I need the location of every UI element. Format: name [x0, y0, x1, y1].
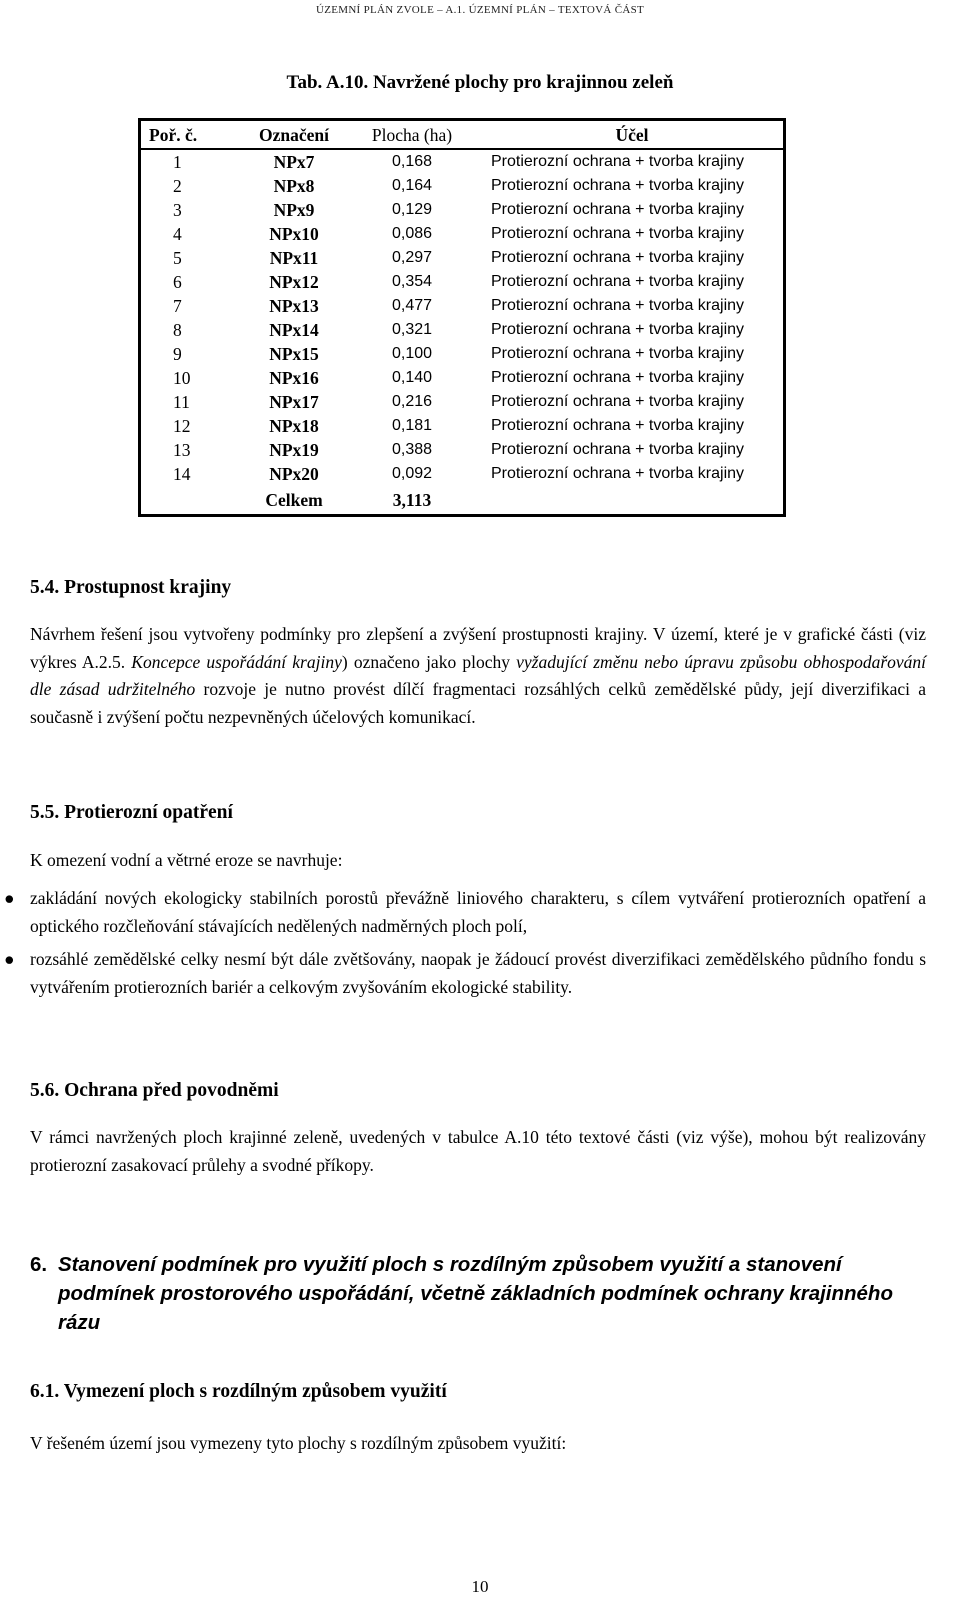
cell-area: 0,086: [391, 225, 433, 242]
cell-purpose: Protierozní ochrana + tvorba krajiny: [491, 369, 745, 386]
list-item: ● rozsáhlé zemědělské celky nesmí být dále zvětšovány, naopak je žádoucí provést diverzifikaci zemědělského půdního fondu s vytvářením protierozních bariér a celkovým zvyšováním ekologické stability.: [30, 946, 926, 1001]
table-row: [140, 318, 785, 342]
running-header: ÚZEMNÍ PLÁN ZVOLE – A.1. ÚZEMNÍ PLÁN – TEXTOVÁ ČÁST: [315, 4, 645, 16]
section-5-4-paragraph: Návrhem řešení jsou vytvořeny podmínky pro zlepšení a zvýšení prostupnosti krajiny. V území, které je v grafické části (viz výkres A.2.5. Koncepce uspořádání krajiny) označeno jako plochy vyžadující změnu nebo úpravu způsobu obhospodařování dle zásad udržitelného rozvoje je nutno provést dílčí fragmentaci rozsáhlých celků zemědělské půdy, její diverzifikaci a současně i zvýšení počtu nezpevněných účelových komunikací.: [30, 624, 927, 727]
table-header-row: [140, 120, 785, 150]
col-header-order: Poř. č.: [140, 120, 246, 150]
cell-purpose: Protierozní ochrana + tvorba krajiny: [491, 441, 745, 458]
cell-area: 0,129: [391, 201, 433, 218]
cell-purpose: Protierozní ochrana + tvorba krajiny: [491, 393, 745, 410]
bullet-icon: ●: [4, 949, 15, 969]
chapter-6-title: 6. Stanovení podmínek pro využití ploch s rozdílným způsobem využití a stanovení podmínek prostorového uspořádání, včetně základních podmínek ochrany krajinného rázu: [30, 1253, 893, 1334]
table-row: [140, 342, 785, 366]
cell-designation: NPx9: [273, 200, 315, 220]
cell-area: 0,297: [391, 249, 433, 266]
cell-purpose: Protierozní ochrana + tvorba krajiny: [491, 417, 745, 434]
cell-designation: NPx8: [273, 176, 315, 196]
cell-purpose: Protierozní ochrana + tvorba krajiny: [491, 273, 745, 290]
bullet-icon: ●: [4, 888, 15, 908]
table-row: [140, 366, 785, 390]
cell-designation: NPx18: [269, 416, 319, 436]
section-6-1-paragraph: V řešeném území jsou vymezeny tyto plochy s rozdílným způsobem využití:: [30, 1433, 567, 1453]
cell-area: 0,388: [391, 441, 433, 458]
cell-designation: NPx19: [269, 440, 319, 460]
erosion-measures-list: [4, 885, 926, 1007]
cell-order: 3: [173, 200, 182, 220]
cell-purpose: Protierozní ochrana + tvorba krajiny: [491, 249, 745, 266]
cell-designation: NPx12: [269, 272, 319, 292]
cell-order: 5: [173, 248, 182, 268]
cell-designation: NPx14: [269, 320, 319, 340]
cell-area: 0,354: [391, 273, 433, 290]
cell-purpose: Protierozní ochrana + tvorba krajiny: [491, 153, 745, 170]
cell-designation: NPx16: [269, 368, 319, 388]
cell-order: 12: [173, 416, 191, 436]
cell-order: 1: [173, 152, 182, 172]
table-row: [140, 149, 785, 174]
cell-area: 0,321: [391, 321, 433, 338]
cell-order: [140, 486, 246, 516]
page-number: 10: [471, 1577, 489, 1596]
cell-area: 0,092: [391, 465, 433, 482]
table-caption: Tab. A.10. Navržené plochy pro krajinnou zeleň: [286, 72, 674, 93]
cell-area: 0,164: [391, 177, 433, 194]
cell-order: 14: [173, 464, 191, 484]
cell-order: 9: [173, 344, 182, 364]
section-5-6-paragraph: V rámci navržených ploch krajinné zeleně, uvedených v tabulce A.10 této textové části (viz výše), mohou být realizovány protierozní zasakovací průlehy a svodné příkopy.: [30, 1127, 926, 1175]
cell-order: 6: [173, 272, 182, 292]
cell-purpose: Protierozní ochrana + tvorba krajiny: [491, 225, 745, 242]
table-row: [140, 246, 785, 270]
col-header-purpose: Účel: [481, 120, 785, 150]
total-value: 3,113: [392, 490, 432, 510]
cell-area: 0,100: [391, 345, 433, 362]
cell-designation: NPx13: [269, 296, 319, 316]
table-row: [140, 414, 785, 438]
table-row: [140, 198, 785, 222]
table-row: [140, 174, 785, 198]
cell-purpose: Protierozní ochrana + tvorba krajiny: [491, 465, 745, 482]
cell-order: 4: [173, 224, 182, 244]
cell-designation: NPx15: [269, 344, 319, 364]
cell-purpose: Protierozní ochrana + tvorba krajiny: [491, 297, 745, 314]
section-title-5-4: 5.4. Prostupnost krajiny: [30, 577, 232, 598]
cell-purpose: Protierozní ochrana + tvorba krajiny: [491, 345, 745, 362]
section-5-5-intro: K omezení vodní a větrné eroze se navrhuje:: [30, 850, 343, 870]
cell-order: 11: [173, 392, 190, 412]
cell-purpose: [481, 486, 785, 516]
section-title-6-1: 6.1. Vymezení ploch s rozdílným způsobem využití: [30, 1381, 447, 1402]
section-title-5-5: 5.5. Protierozní opatření: [30, 802, 233, 823]
cell-area: 0,477: [391, 297, 433, 314]
cell-designation: NPx7: [273, 152, 315, 172]
table-row: [140, 270, 785, 294]
cell-designation: NPx20: [269, 464, 319, 484]
section-title-5-6: 5.6. Ochrana před povodněmi: [30, 1080, 279, 1101]
cell-purpose: Protierozní ochrana + tvorba krajiny: [491, 201, 745, 218]
col-header-designation: Označení: [245, 120, 343, 150]
cell-order: 7: [173, 296, 182, 316]
landscape-greenery-table: [138, 118, 786, 517]
cell-area: 0,140: [391, 369, 433, 386]
cell-purpose: Protierozní ochrana + tvorba krajiny: [491, 321, 745, 338]
table-row: [140, 462, 785, 486]
total-label: Celkem: [265, 490, 323, 510]
cell-area: 0,216: [391, 393, 433, 410]
cell-area: 0,168: [391, 153, 433, 170]
table-row: [140, 222, 785, 246]
cell-designation: NPx17: [269, 392, 319, 412]
cell-designation: NPx11: [269, 248, 319, 268]
list-item: ● zakládání nových ekologicky stabilních porostů převážně liniového charakteru, s cílem vytváření protierozních opatření a optického rozčleňování stávajících nedělených nadměrných ploch polí,: [30, 885, 926, 940]
table-row: [140, 294, 785, 318]
cell-order: 10: [173, 368, 191, 388]
col-header-area: Plocha (ha): [343, 120, 481, 150]
cell-order: 2: [173, 176, 182, 196]
cell-designation: NPx10: [269, 224, 319, 244]
table-row: [140, 438, 785, 462]
cell-purpose: Protierozní ochrana + tvorba krajiny: [491, 177, 745, 194]
cell-area: 0,181: [391, 417, 433, 434]
table-total-row: [140, 486, 785, 516]
table-row: [140, 390, 785, 414]
cell-order: 8: [173, 320, 182, 340]
cell-order: 13: [173, 440, 191, 460]
